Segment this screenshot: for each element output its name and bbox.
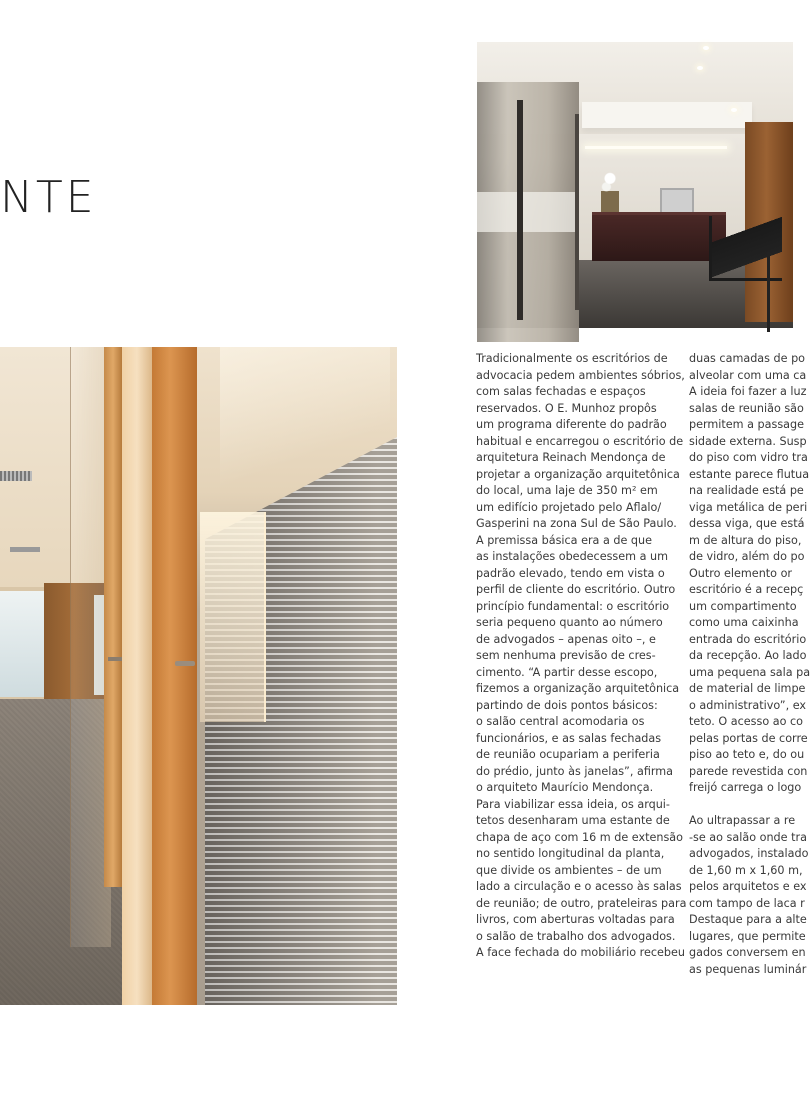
photo-door-handle — [175, 661, 195, 666]
text-line: de reunião ocupariam a periferia — [476, 748, 660, 761]
text-line: de advogados – apenas oito –, e — [476, 632, 656, 646]
text-line: as instalações obedecessem a um — [476, 550, 668, 563]
text-line: na realidade está pe — [689, 484, 804, 497]
photo-door-jamb — [104, 347, 122, 887]
text-line: um compartimento — [689, 599, 797, 613]
text-line: de reunião; de outro, prateleiras para — [476, 896, 687, 910]
text-line: salas de reunião são — [689, 401, 804, 415]
text-line: viga metálica de peri — [689, 500, 808, 514]
text-line: um edifício projetado pelo Aflalo/ — [476, 500, 662, 514]
text-line: parede revestida con — [689, 764, 808, 778]
text-line: o salão central acomodaria os — [476, 715, 645, 728]
text-line: funcionários, e as salas fechadas — [476, 731, 662, 745]
text-line: princípio fundamental: o escritório — [476, 599, 670, 613]
text-line: Tradicionalmente os escritórios de — [476, 352, 668, 365]
photo-light-panel — [200, 512, 266, 722]
text-line: m de altura do piso, — [689, 533, 802, 547]
text-line: Destaque para a alte — [689, 913, 807, 926]
text-line: do piso com vidro tra — [689, 451, 808, 464]
photo-frosted-band — [477, 192, 579, 232]
photo-light-strip — [585, 146, 727, 149]
text-line: tetos desenharam uma estante de — [476, 814, 670, 827]
text-line: escritório é a recepç — [689, 583, 804, 596]
text-line: padrão elevado, tendo em vista o — [476, 566, 665, 580]
text-line: um programa diferente do padrão — [476, 418, 667, 431]
text-line: projetar a organização arquitetônica — [476, 467, 680, 481]
text-line: A premissa básica era a de que — [476, 533, 653, 547]
text-line: do local, uma laje de 350 m² em — [476, 484, 658, 497]
text-line: sem nenhuma previsão de cres- — [476, 649, 656, 662]
ceiling-lamp — [731, 108, 737, 112]
text-line: de material de limpe — [689, 682, 806, 695]
text-line: Ao ultrapassar a re — [689, 814, 796, 827]
text-line: seria pequeno quanto ao número — [476, 616, 663, 629]
text-line: dessa viga, que está — [689, 517, 805, 530]
text-line: alveolar com uma ca — [689, 368, 807, 382]
text-line: chapa de aço com 16 m de extensão — [476, 830, 683, 844]
text-line: partindo de dois pontos básicos: — [476, 698, 658, 712]
text-line: reservados. O E. Munhoz propôs — [476, 401, 657, 415]
photo-door-frame — [517, 100, 523, 320]
photo-air-vent — [0, 471, 32, 481]
text-line: freijó carrega o logo — [689, 781, 802, 794]
photo-chair-leg — [767, 252, 800, 332]
photo-ceiling-step — [582, 102, 752, 128]
photo-window — [0, 591, 48, 697]
text-line: entrada do escritório — [689, 632, 807, 646]
text-line: da recepção. Ao lado — [689, 649, 807, 662]
text-line: pelos arquitetos e ex — [689, 880, 807, 893]
text-line: fizemos a organização arquitetônica — [476, 682, 680, 695]
text-line: pelas portas de corre — [689, 731, 808, 745]
text-line: livros, com aberturas voltadas para — [476, 913, 675, 926]
text-line: advogados, instalado — [689, 847, 809, 860]
text-line: lugares, que permite — [689, 929, 806, 943]
photo-door-jamb — [122, 347, 152, 1005]
text-line: uma pequena sala pa — [689, 665, 810, 679]
text-line: lado a circulação e o acesso às salas — [476, 880, 682, 893]
text-line: cimento. “A partir desse escopo, — [476, 665, 658, 679]
photo-air-vent — [10, 547, 40, 552]
text-line: permitem a passage — [689, 418, 804, 431]
text-line: advocacia pedem ambientes sóbrios, — [476, 368, 685, 382]
text-line: de 1,60 m x 1,60 m, — [689, 863, 803, 877]
text-line: arquitetura Reinach Mendonça de — [476, 451, 666, 464]
text-line: teto. O acesso ao co — [689, 715, 803, 728]
text-line: piso ao teto e, do ou — [689, 748, 805, 761]
text-line: habitual e encarregou o escritório de — [476, 434, 684, 448]
text-line: perfil de cliente do escritório. Outro — [476, 583, 676, 596]
text-line: com tampo de laca r — [689, 896, 805, 910]
text-line: A ideia foi fazer a luz — [689, 385, 807, 398]
text-line: sidade externa. Susp — [689, 434, 807, 448]
text-line: estante parece flutua — [689, 467, 810, 481]
text-line: do prédio, junto às janelas”, afirma — [476, 764, 674, 778]
article-title-fragment: NTE — [0, 172, 97, 223]
text-line: as pequenas luminár — [689, 962, 807, 976]
photo-door-frame — [575, 114, 579, 310]
ceiling-lamp — [703, 46, 709, 50]
text-line: no sentido longitudinal da planta, — [476, 847, 665, 860]
text-line: -se ao salão onde tra — [689, 830, 807, 844]
text-column-right — [689, 351, 810, 978]
corridor-photo — [0, 347, 397, 1005]
photo-reception-desk — [592, 212, 726, 261]
text-line: como uma caixinha — [689, 616, 799, 629]
photo-glare — [220, 347, 390, 487]
reception-photo — [477, 42, 793, 328]
text-line: gados conversem en — [689, 946, 806, 959]
photo-monitor — [660, 188, 694, 214]
text-line: A face fechada do mobiliário recebeu — [476, 946, 686, 959]
text-line: Outro elemento or — [689, 566, 793, 580]
text-column-left — [476, 351, 687, 962]
text-line: o arquiteto Maurício Mendonça. — [476, 781, 654, 794]
text-line: Para viabilizar essa ideia, os arqui- — [476, 797, 670, 811]
text-line: Gasperini na zona Sul de São Paulo. — [476, 517, 677, 530]
text-line: de vidro, além do po — [689, 550, 805, 563]
photo-door-handle — [108, 657, 122, 661]
text-line: duas camadas de po — [689, 352, 806, 365]
text-line: o salão de trabalho dos advogados. — [476, 929, 676, 943]
text-line — [689, 797, 793, 814]
text-line: que divide os ambientes – de um — [476, 863, 662, 877]
ceiling-lamp — [697, 66, 703, 70]
text-line: com salas fechadas e espaços — [476, 385, 646, 398]
photo-orchid — [601, 170, 619, 212]
photo-door-jamb — [152, 347, 197, 1005]
text-line: o administrativo”, ex — [689, 698, 807, 712]
